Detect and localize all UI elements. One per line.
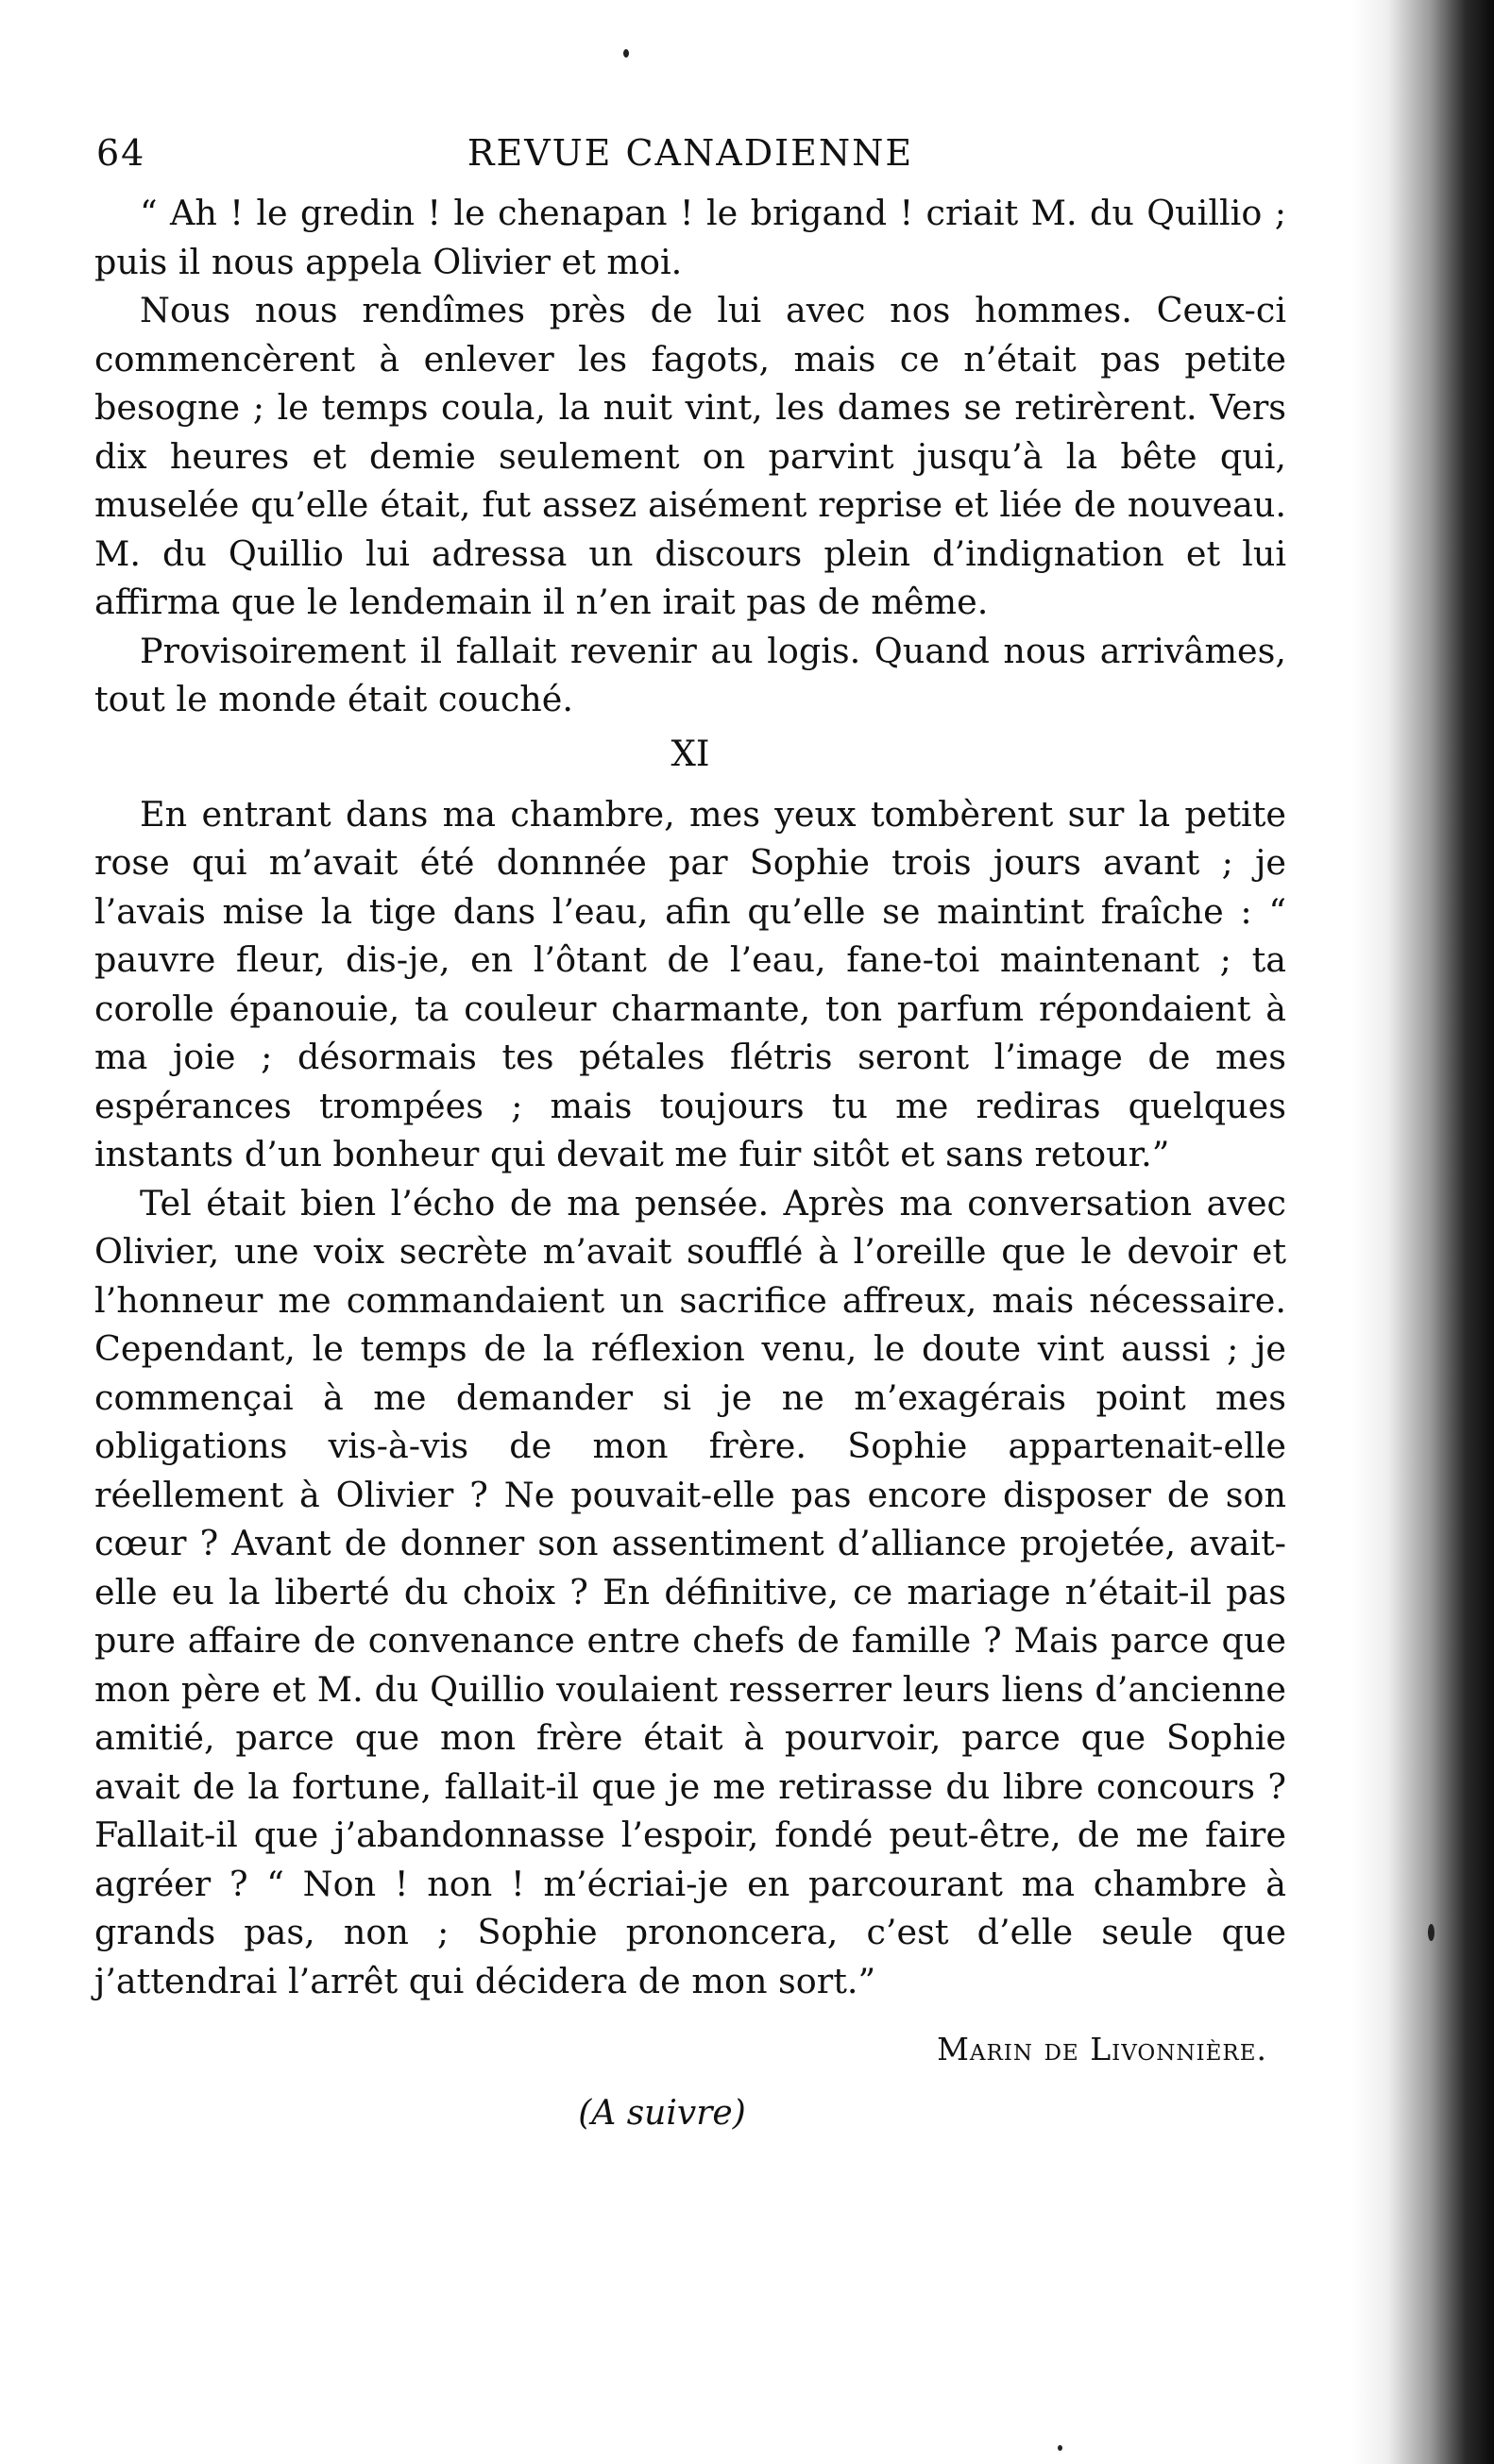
page-number: 64 <box>96 132 146 174</box>
document-page <box>94 132 1286 2137</box>
chapter-heading: XI <box>671 733 710 774</box>
author-signature: Marin de Livonnière. <box>937 2031 1267 2067</box>
page-binding-shadow <box>1352 0 1494 2464</box>
ink-speck <box>1058 2445 1062 2451</box>
ink-speck <box>1428 1924 1435 1941</box>
paragraph: En entrant dans ma chambre, mes yeux tombèrent sur la petite rose qui m’avait été donnnée par Sophie trois jours avant ; je l’avais mise la tige dans l’eau, afin qu’elle se maintint fraîche : “ pauvre fleur, dis-je, en l’ôtant de l’eau, fane-toi maintenant ; ta corolle épanouie, ta couleur charmante, ton parfum répondaient à ma joie ; désormais tes pétales flétris seront l’image de mes espérances trompées ; mais toujours tu me rediras quelques instants d’un bonheur qui devait me fuir sitôt et sans retour.” <box>94 793 1286 1174</box>
paragraph: Provisoirement il fallait revenir au logis. Quand nous arrivâmes, tout le monde était couché. <box>94 630 1286 719</box>
ink-speck <box>623 49 629 58</box>
paragraph: Tel était bien l’écho de ma pensée. Après ma conversation avec Olivier, une voix secrète m’avait soufflé à l’oreille que le devoir et l’honneur me commandaient un sacrifice affreux, mais nécessaire. Cependant, le temps de la réflexion venu, le doute vint aussi ; je commençai à me demander si je ne m’exagérais point mes obligations vis-à-vis de mon frère. Sophie appartenait-elle réellement à Olivier ? Ne pouvait-elle pas encore disposer de son cœur ? Avant de donner son assentiment d’alliance projetée, avait-elle eu la liberté du choix ? En définitive, ce mariage n’était-il pas pure affaire de convenance entre chefs de famille ? Mais parce que mon père et M. du Quillio voulaient resserrer leurs liens d’ancienne amitié, parce que mon frère était à pourvoir, parce que Sophie avait de la fortune, fallait-il que je me retirasse du libre concours ? Fallait-il que j’abandonnasse l’espoir, fondé peut-être, de me faire agréer ? “ Non ! non ! m’écriai-je en parcourant ma chambre à grands pas, non ; Sophie prononcera, c’est d’elle seule que j’attendrai l’arrêt qui décidera de mon sort.” <box>94 1182 1286 2001</box>
paragraph: Nous nous rendîmes près de lui avec nos hommes. Ceux-ci commencèrent à enlever les fagots, mais ce n’était pas petite besogne ; le temps coula, la nuit vint, les dames se retirèrent. Vers dix heures et demie seulement on parvint jusqu’à la bête qui, muselée qu’elle était, fut assez aisément reprise et liée de nouveau. M. du Quillio lui adressa un discours plein d’indignation et lui affirma que le lendemain il n’en irait pas de même. <box>94 290 1286 622</box>
running-head: REVUE CANADIENNE <box>467 132 914 174</box>
paragraph: “ Ah ! le gredin ! le chenapan ! le brigand ! criait M. du Quillio ; puis il nous appela Olivier et moi. <box>94 193 1286 282</box>
to-be-continued: (A suivre) <box>578 2094 746 2133</box>
page-header <box>94 132 1286 189</box>
